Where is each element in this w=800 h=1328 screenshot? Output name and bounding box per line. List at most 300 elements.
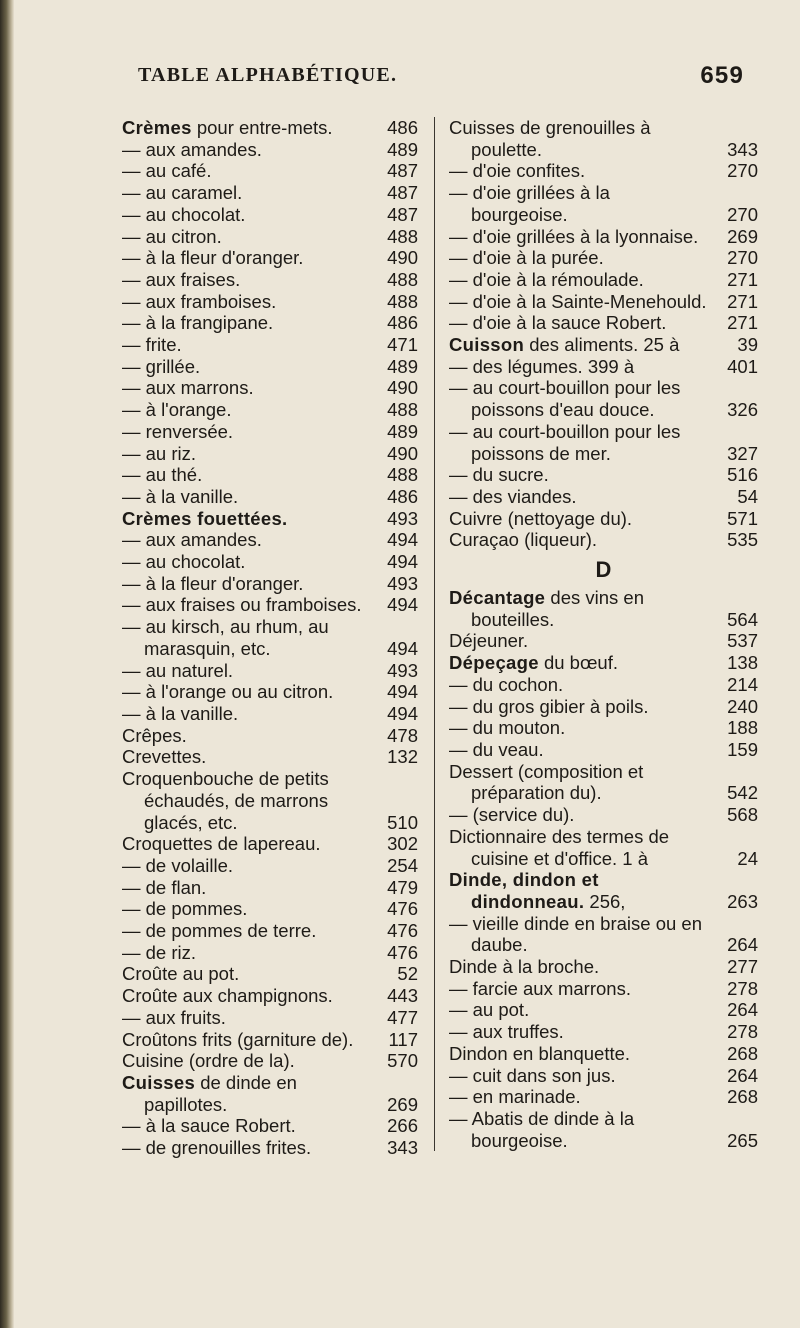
entry-page-number: 476 bbox=[387, 898, 418, 920]
index-entry bbox=[122, 377, 418, 399]
entry-text: Cuivre (nettoyage du). bbox=[449, 507, 633, 529]
entry-label bbox=[122, 247, 418, 269]
index-entry bbox=[122, 725, 418, 747]
index-entry bbox=[122, 1050, 418, 1072]
entry-label bbox=[122, 551, 418, 573]
entry-page-number: 471 bbox=[387, 334, 418, 356]
entry-text: — aux amandes. bbox=[122, 138, 262, 160]
entry-text: — à la vanille. bbox=[122, 702, 239, 724]
entry-text: — de volaille. bbox=[122, 854, 234, 876]
entry-label bbox=[449, 421, 758, 464]
entry-text: de dinde en papillotes. bbox=[144, 1071, 297, 1115]
entry-page-number: 24 bbox=[737, 847, 758, 869]
entry-label bbox=[122, 204, 418, 226]
entry-label bbox=[122, 399, 418, 421]
entry-page-number: 117 bbox=[388, 1028, 418, 1050]
entry-text: — farcie aux marrons. bbox=[449, 977, 631, 999]
index-entry bbox=[122, 443, 418, 465]
entry-label bbox=[449, 247, 758, 269]
index-entry bbox=[449, 761, 758, 804]
entry-page-number: 486 bbox=[387, 117, 418, 138]
entry-page-number: 479 bbox=[387, 876, 418, 898]
entry-label bbox=[122, 833, 418, 855]
entry-text: — aux marrons. bbox=[122, 377, 254, 399]
index-entry bbox=[122, 1137, 418, 1159]
index-entry bbox=[449, 377, 758, 420]
index-entry bbox=[122, 877, 418, 899]
entry-label bbox=[122, 160, 418, 182]
entry-text: Croûte au pot. bbox=[122, 963, 240, 985]
index-entry bbox=[122, 486, 418, 508]
entry-page-number: 516 bbox=[727, 464, 758, 486]
index-entry bbox=[122, 942, 418, 964]
entry-label bbox=[449, 761, 758, 804]
entry-text: — aux fruits. bbox=[122, 1006, 226, 1028]
entry-label bbox=[449, 312, 758, 334]
entry-label bbox=[122, 182, 418, 204]
index-entry bbox=[449, 804, 758, 826]
entry-page-number: 269 bbox=[387, 1093, 418, 1115]
index-entry bbox=[449, 464, 758, 486]
entry-text: — du mouton. bbox=[449, 717, 566, 739]
entry-label bbox=[449, 978, 758, 1000]
entry-text: — d'oie à la Sainte-Menehould. bbox=[449, 290, 707, 312]
entry-page-number: 571 bbox=[727, 507, 758, 529]
entry-label bbox=[122, 464, 418, 486]
entry-text: — cuit dans son jus. bbox=[449, 1064, 616, 1086]
entry-page-number: 486 bbox=[387, 312, 418, 334]
entry-label bbox=[449, 117, 758, 160]
entry-label bbox=[449, 913, 758, 956]
entry-keyword: Crèmes bbox=[122, 117, 192, 138]
entry-page-number: 343 bbox=[727, 138, 758, 160]
index-entry bbox=[449, 587, 758, 630]
index-entry bbox=[449, 421, 758, 464]
entry-text: — d'oie confites. bbox=[449, 160, 586, 182]
index-entry bbox=[449, 508, 758, 530]
entry-label bbox=[122, 1137, 418, 1159]
index-entry bbox=[122, 529, 418, 551]
entry-label bbox=[449, 999, 758, 1021]
index-entry bbox=[122, 160, 418, 182]
entry-label bbox=[122, 139, 418, 161]
entry-page-number: 510 bbox=[387, 811, 418, 833]
entry-label bbox=[122, 898, 418, 920]
entry-label bbox=[122, 377, 418, 399]
entry-page-number: 240 bbox=[727, 695, 758, 717]
entry-label bbox=[449, 1021, 758, 1043]
entry-label bbox=[122, 1115, 418, 1137]
entry-page-number: 535 bbox=[727, 529, 758, 551]
entry-text: — de riz. bbox=[122, 941, 197, 963]
entry-label bbox=[122, 334, 418, 356]
index-entry bbox=[122, 1029, 418, 1051]
entry-label bbox=[122, 942, 418, 964]
entry-text: Crêpes. bbox=[122, 724, 187, 746]
index-entry bbox=[449, 1108, 758, 1151]
entry-text: Croûtons frits (garniture de). bbox=[122, 1028, 354, 1050]
index-entry bbox=[449, 291, 758, 313]
entry-label bbox=[449, 652, 758, 674]
entry-page-number: 263 bbox=[727, 890, 758, 912]
entry-text: Dessert (composition et préparation du). bbox=[449, 760, 644, 804]
entry-label bbox=[449, 869, 758, 912]
index-entry bbox=[449, 978, 758, 1000]
entry-text: — aux fraises. bbox=[122, 268, 241, 290]
index-entry bbox=[122, 985, 418, 1007]
entry-text: — à l'orange. bbox=[122, 399, 232, 421]
entry-page-number: 488 bbox=[387, 399, 418, 421]
index-entry bbox=[122, 356, 418, 378]
entry-label bbox=[122, 1050, 418, 1072]
entry-page-number: 264 bbox=[727, 1064, 758, 1086]
entry-text: — d'oie grillées à la lyonnaise. bbox=[449, 225, 699, 247]
page-header bbox=[104, 56, 744, 104]
index-entry bbox=[449, 717, 758, 739]
right-column bbox=[434, 117, 758, 1151]
entry-page-number: 542 bbox=[727, 782, 758, 804]
left-column bbox=[122, 117, 418, 1159]
entry-text: Déjeuner. bbox=[449, 630, 529, 652]
entry-text: — du gros gibier à poils. bbox=[449, 695, 649, 717]
entry-text: — au caramel. bbox=[122, 182, 243, 204]
entry-page-number: 214 bbox=[727, 673, 758, 695]
entry-page-number: 264 bbox=[727, 934, 758, 956]
entry-label bbox=[122, 1029, 418, 1051]
index-entry bbox=[122, 291, 418, 313]
entry-keyword: Cuisses bbox=[122, 1071, 196, 1093]
entry-page-number: 271 bbox=[727, 312, 758, 334]
entry-page-number: 264 bbox=[727, 999, 758, 1021]
index-entry bbox=[122, 421, 418, 443]
entry-label bbox=[449, 529, 758, 551]
entry-page-number: 490 bbox=[387, 377, 418, 399]
entry-text: 256, bbox=[584, 890, 626, 912]
index-entry bbox=[449, 1021, 758, 1043]
index-page bbox=[104, 56, 758, 1326]
entry-text: — aux truffes. bbox=[449, 1021, 564, 1043]
entry-label bbox=[122, 681, 418, 703]
entry-text: — au court-bouillon pour les poissons d'eau douce. bbox=[449, 377, 681, 421]
index-entry bbox=[449, 117, 758, 160]
entry-page-number: 488 bbox=[387, 225, 418, 247]
entry-label bbox=[122, 117, 418, 139]
entry-page-number: 476 bbox=[387, 920, 418, 942]
entry-page-number: 477 bbox=[387, 1006, 418, 1028]
index-entry bbox=[122, 508, 418, 530]
entry-page-number: 476 bbox=[387, 941, 418, 963]
entry-text: — au kirsch, au rhum, au marasquin, etc. bbox=[122, 616, 329, 659]
index-entry bbox=[449, 160, 758, 182]
entry-text: — grillée. bbox=[122, 355, 201, 377]
entry-page-number: 269 bbox=[727, 225, 758, 247]
index-entry bbox=[449, 956, 758, 978]
entry-label bbox=[449, 486, 758, 508]
entry-label bbox=[449, 269, 758, 291]
index-entry bbox=[122, 681, 418, 703]
entry-page-number: 271 bbox=[727, 290, 758, 312]
entry-text: des vins en bouteilles. bbox=[471, 587, 645, 630]
entry-label bbox=[449, 826, 758, 869]
index-entry bbox=[122, 963, 418, 985]
entry-text: Curaçao (liqueur). bbox=[449, 529, 598, 551]
entry-page-number: 443 bbox=[387, 985, 418, 1007]
entry-page-number: 490 bbox=[387, 247, 418, 269]
entry-text: — à la fleur d'oranger. bbox=[122, 572, 304, 594]
entry-label bbox=[122, 725, 418, 747]
entry-label bbox=[449, 717, 758, 739]
entry-label bbox=[122, 421, 418, 443]
entry-label bbox=[449, 674, 758, 696]
section-letter-d: D bbox=[595, 557, 612, 583]
entry-page-number: 488 bbox=[387, 290, 418, 312]
entry-page-number: 493 bbox=[387, 507, 418, 529]
entry-text: — aux amandes. bbox=[122, 529, 262, 551]
index-entry bbox=[122, 269, 418, 291]
entry-page-number: 494 bbox=[387, 551, 418, 573]
entry-page-number: 326 bbox=[727, 399, 758, 421]
entry-label bbox=[122, 269, 418, 291]
index-entry bbox=[122, 898, 418, 920]
entry-page-number: 270 bbox=[727, 160, 758, 182]
entry-label bbox=[122, 703, 418, 725]
index-entry bbox=[122, 117, 418, 139]
index-entry bbox=[122, 1072, 418, 1115]
entry-page-number: 487 bbox=[387, 160, 418, 182]
index-entry bbox=[449, 1043, 758, 1065]
entry-page-number: 568 bbox=[727, 804, 758, 826]
entry-label bbox=[122, 356, 418, 378]
index-entry bbox=[449, 312, 758, 334]
index-entry bbox=[449, 630, 758, 652]
entry-page-number: 271 bbox=[727, 268, 758, 290]
entry-label bbox=[449, 377, 758, 420]
index-entry bbox=[122, 464, 418, 486]
entry-label bbox=[122, 226, 418, 248]
entry-page-number: 494 bbox=[387, 594, 418, 616]
entry-page-number: 488 bbox=[387, 268, 418, 290]
entry-page-number: 494 bbox=[387, 637, 418, 659]
index-entry bbox=[122, 247, 418, 269]
entry-label bbox=[122, 768, 418, 833]
entry-text: Dindon en blanquette. bbox=[449, 1042, 631, 1064]
index-entry bbox=[449, 1065, 758, 1087]
entry-text: — des légumes. 399 à bbox=[449, 355, 635, 377]
entry-keyword: Dinde, dindon et dindonneau. bbox=[449, 869, 599, 912]
entry-text: — au chocolat. bbox=[122, 203, 246, 225]
entry-page-number: 268 bbox=[727, 1042, 758, 1064]
entry-text: — au pot. bbox=[449, 999, 530, 1021]
index-entry bbox=[122, 204, 418, 226]
entry-page-number: 132 bbox=[387, 746, 418, 768]
entry-text: Dictionnaire des termes de cuisine et d'office. 1 à bbox=[449, 825, 670, 869]
entry-page-number: 489 bbox=[387, 138, 418, 160]
entry-text: — à la fleur d'oranger. bbox=[122, 247, 304, 269]
entry-label bbox=[449, 1086, 758, 1108]
index-entry bbox=[449, 674, 758, 696]
entry-page-number: 266 bbox=[387, 1115, 418, 1137]
entry-page-number: 270 bbox=[727, 247, 758, 269]
index-entry bbox=[449, 913, 758, 956]
entry-label bbox=[449, 804, 758, 826]
entry-page-number: 54 bbox=[737, 485, 758, 507]
index-entry bbox=[122, 226, 418, 248]
entry-label bbox=[122, 529, 418, 551]
entry-label bbox=[122, 594, 418, 616]
entry-text: — à la sauce Robert. bbox=[122, 1115, 296, 1137]
entry-text: — Abatis de dinde à la bourgeoise. bbox=[449, 1107, 635, 1151]
entry-text: Croquettes de lapereau. bbox=[122, 833, 321, 855]
entry-label bbox=[122, 312, 418, 334]
entry-text: — à l'orange ou au citron. bbox=[122, 681, 334, 703]
entry-label bbox=[449, 160, 758, 182]
entry-text: Cuisses de grenouilles à poulette. bbox=[449, 117, 651, 160]
entry-text: — de flan. bbox=[122, 876, 207, 898]
index-entry bbox=[122, 1007, 418, 1029]
index-entry bbox=[122, 139, 418, 161]
entry-text: — (service du). bbox=[449, 804, 575, 826]
entry-label bbox=[449, 334, 758, 356]
entry-page-number: 487 bbox=[387, 182, 418, 204]
entry-text: — à la vanille. bbox=[122, 485, 239, 507]
entry-label bbox=[122, 291, 418, 313]
entry-page-number: 302 bbox=[387, 833, 418, 855]
entry-page-number: 570 bbox=[387, 1050, 418, 1072]
entry-text: du bœuf. bbox=[538, 652, 618, 674]
index-entry bbox=[449, 652, 758, 674]
index-entry bbox=[449, 182, 758, 225]
index-entry bbox=[122, 551, 418, 573]
entry-text: pour entre-mets. bbox=[191, 117, 333, 138]
entry-text: — d'oie à la purée. bbox=[449, 247, 604, 269]
index-entry bbox=[122, 399, 418, 421]
entry-label bbox=[449, 1065, 758, 1087]
index-entry bbox=[122, 312, 418, 334]
entry-label bbox=[449, 630, 758, 652]
index-entry bbox=[122, 616, 418, 659]
index-entry bbox=[449, 486, 758, 508]
entry-label bbox=[122, 486, 418, 508]
entry-label bbox=[122, 855, 418, 877]
entry-page-number: 277 bbox=[727, 956, 758, 978]
entry-text: — d'oie grillées à la bourgeoise. bbox=[449, 182, 610, 225]
entry-text: — au thé. bbox=[122, 464, 203, 486]
entry-label bbox=[449, 464, 758, 486]
entry-text: — de pommes de terre. bbox=[122, 920, 317, 942]
entry-text: — frite. bbox=[122, 334, 182, 356]
entry-label bbox=[122, 877, 418, 899]
entry-label bbox=[122, 746, 418, 768]
index-entry bbox=[122, 833, 418, 855]
entry-text: — du veau. bbox=[449, 738, 544, 760]
index-entry bbox=[449, 226, 758, 248]
index-entry bbox=[449, 356, 758, 378]
entry-page-number: 254 bbox=[387, 854, 418, 876]
entry-label bbox=[122, 573, 418, 595]
entry-label bbox=[122, 1072, 418, 1115]
entry-text: — de grenouilles frites. bbox=[122, 1137, 312, 1159]
entry-text: — de pommes. bbox=[122, 898, 248, 920]
entry-keyword: Cuisson bbox=[449, 334, 525, 356]
entry-text: Dinde à la broche. bbox=[449, 956, 600, 978]
entry-page-number: 489 bbox=[387, 420, 418, 442]
entry-text: — au riz. bbox=[122, 442, 197, 464]
entry-text: des aliments. 25 à bbox=[524, 334, 680, 356]
index-entry bbox=[449, 739, 758, 761]
book-spine-edge bbox=[0, 0, 14, 1328]
entry-text: — vieille dinde en braise ou en daube. bbox=[449, 912, 702, 956]
index-entry bbox=[122, 573, 418, 595]
entry-text: — renversée. bbox=[122, 420, 234, 442]
entry-label bbox=[449, 956, 758, 978]
entry-page-number: 486 bbox=[387, 485, 418, 507]
entry-text: — au chocolat. bbox=[122, 551, 246, 573]
entry-text: Croquenbouche de petits échaudés, de marrons glacés, etc. bbox=[122, 768, 329, 833]
entry-page-number: 487 bbox=[387, 203, 418, 225]
entry-text: — du sucre. bbox=[449, 464, 549, 486]
entry-label bbox=[449, 696, 758, 718]
index-entry bbox=[449, 1086, 758, 1108]
entry-text: — d'oie à la rémoulade. bbox=[449, 268, 644, 290]
entry-page-number: 52 bbox=[397, 963, 418, 985]
entry-text: Crevettes. bbox=[122, 746, 207, 768]
index-entry bbox=[122, 703, 418, 725]
entry-label bbox=[449, 739, 758, 761]
entry-label bbox=[122, 508, 418, 530]
entry-label bbox=[122, 985, 418, 1007]
index-entry bbox=[449, 247, 758, 269]
entry-label bbox=[122, 963, 418, 985]
entry-label bbox=[449, 1108, 758, 1151]
entry-text: Croûte aux champignons. bbox=[122, 985, 333, 1007]
entry-text: — des viandes. bbox=[449, 485, 577, 507]
entry-page-number: 494 bbox=[387, 702, 418, 724]
index-entry bbox=[122, 594, 418, 616]
entry-text: — d'oie à la sauce Robert. bbox=[449, 312, 667, 334]
index-entry bbox=[449, 999, 758, 1021]
index-entry bbox=[449, 826, 758, 869]
entry-page-number: 478 bbox=[387, 724, 418, 746]
entry-page-number: 138 bbox=[727, 652, 758, 674]
page-number: 659 bbox=[700, 62, 744, 89]
index-entry bbox=[449, 529, 758, 551]
entry-text: — aux framboises. bbox=[122, 290, 277, 312]
entry-text: — en marinade. bbox=[449, 1086, 581, 1108]
entry-text: — aux fraises ou framboises. bbox=[122, 594, 362, 616]
entry-label bbox=[449, 226, 758, 248]
index-entry bbox=[122, 746, 418, 768]
entry-text: — au court-bouillon pour les poissons de mer. bbox=[449, 420, 681, 464]
index-entry bbox=[122, 660, 418, 682]
index-entry bbox=[122, 768, 418, 833]
entry-page-number: 493 bbox=[387, 572, 418, 594]
entry-page-number: 490 bbox=[387, 442, 418, 464]
index-entry bbox=[122, 1115, 418, 1137]
entry-label bbox=[122, 660, 418, 682]
index-entry bbox=[449, 269, 758, 291]
entry-label bbox=[449, 587, 758, 630]
page-title: TABLE ALPHABÉTIQUE. bbox=[138, 64, 398, 86]
entry-text: — au naturel. bbox=[122, 659, 234, 681]
entry-page-number: 494 bbox=[387, 529, 418, 551]
entry-page-number: 188 bbox=[727, 717, 758, 739]
entry-keyword: Dépeçage bbox=[449, 652, 539, 674]
entry-label bbox=[449, 291, 758, 313]
entry-label bbox=[122, 1007, 418, 1029]
entry-page-number: 489 bbox=[387, 355, 418, 377]
entry-page-number: 268 bbox=[727, 1086, 758, 1108]
entry-text: — au citron. bbox=[122, 225, 222, 247]
